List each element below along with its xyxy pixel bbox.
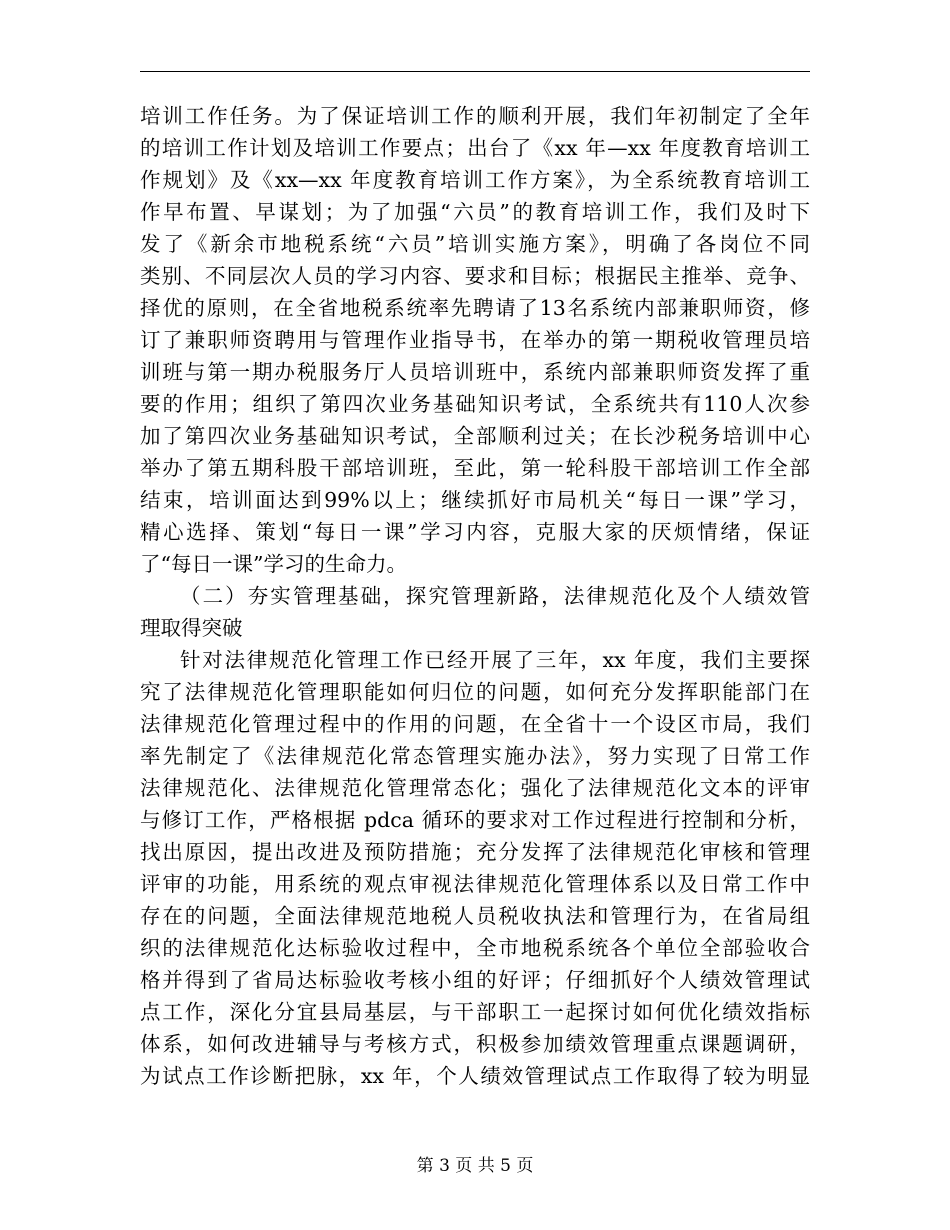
text-line: 法律规范化、法律规范化管理常态化；强化了法律规范化文本的评审 bbox=[140, 776, 810, 800]
page-footer: 第 3 页 共 5 页 bbox=[416, 1156, 534, 1176]
text-line: 类别、不同层次人员的学习内容、要求和目标；根据民主推举、竞争、 bbox=[140, 264, 810, 288]
text-line: 作规划》及《xx—xx 年度教育培训工作方案》，为全系统教育培训工 bbox=[140, 168, 810, 192]
heading-line: 理取得突破 bbox=[140, 616, 243, 640]
document-body bbox=[140, 100, 810, 1092]
text-line: 要的作用；组织了第四次业务基础知识考试，全系统共有110人次参 bbox=[140, 392, 810, 416]
text-line: 训班与第一期办税服务厅人员培训班中，系统内部兼职师资发挥了重 bbox=[140, 360, 810, 384]
text-line: 与修订工作，严格根据 pdca 循环的要求对工作过程进行控制和分析， bbox=[140, 808, 810, 832]
text-line: 的培训工作计划及培训工作要点；出台了《xx 年—xx 年度教育培训工 bbox=[140, 136, 810, 160]
text-line: 培训工作任务。为了保证培训工作的顺利开展，我们年初制定了全年 bbox=[140, 104, 810, 128]
text-line: 精心选择、策划“每日一课”学习内容，克服大家的厌烦情绪，保证 bbox=[140, 520, 810, 544]
text-line: 评审的功能，用系统的观点审视法律规范化管理体系以及日常工作中 bbox=[140, 872, 810, 896]
text-line: 为试点工作诊断把脉，xx 年，个人绩效管理试点工作取得了较为明显 bbox=[140, 1064, 810, 1088]
text-line: 格并得到了省局达标验收考核小组的好评；仔细抓好个人绩效管理试 bbox=[140, 968, 810, 992]
text-line: 率先制定了《法律规范化常态管理实施办法》，努力实现了日常工作 bbox=[140, 744, 810, 768]
text-line: 存在的问题，全面法律规范地税人员税收执法和管理行为，在省局组 bbox=[140, 904, 810, 928]
paragraph-training bbox=[140, 100, 810, 580]
text-line: 体系，如何改进辅导与考核方式，积极参加绩效管理重点课题调研， bbox=[140, 1032, 810, 1056]
text-line: 点工作，深化分宜县局基层，与干部职工一起探讨如何优化绩效指标 bbox=[140, 1000, 810, 1024]
text-line: 举办了第五期科股干部培训班，至此，第一轮科股干部培训工作全部 bbox=[140, 456, 810, 480]
header-rule bbox=[140, 71, 810, 72]
text-line: 法律规范化管理过程中的作用的问题，在全省十一个设区市局，我们 bbox=[140, 712, 810, 736]
section-heading bbox=[140, 580, 810, 644]
text-line: 订了兼职师资聘用与管理作业指导书，在举办的第一期税收管理员培 bbox=[140, 328, 810, 352]
text-line: 针对法律规范化管理工作已经开展了三年，xx 年度，我们主要探 bbox=[180, 648, 810, 672]
text-line: 究了法律规范化管理职能如何归位的问题，如何充分发挥职能部门在 bbox=[140, 680, 810, 704]
paragraph-legal-standardization bbox=[140, 644, 810, 1092]
text-line: 找出原因，提出改进及预防措施；充分发挥了法律规范化审核和管理 bbox=[140, 840, 810, 864]
text-line: 作早布置、早谋划；为了加强“六员”的教育培训工作，我们及时下 bbox=[140, 200, 810, 224]
text-line: 发了《新余市地税系统“六员”培训实施方案》，明确了各岗位不同 bbox=[140, 232, 810, 256]
text-line: 择优的原则，在全省地税系统率先聘请了13名系统内部兼职师资，修 bbox=[140, 296, 810, 320]
text-line: 织的法律规范化达标验收过程中，全市地税系统各个单位全部验收合 bbox=[140, 936, 810, 960]
text-line: 了“每日一课”学习的生命力。 bbox=[140, 552, 407, 576]
heading-line: （二）夯实管理基础，探究管理新路，法律规范化及个人绩效管 bbox=[180, 584, 810, 608]
text-line: 加了第四次业务基础知识考试，全部顺利过关；在长沙税务培训中心 bbox=[140, 424, 810, 448]
text-line: 结束，培训面达到99%以上；继续抓好市局机关“每日一课”学习， bbox=[140, 488, 810, 512]
